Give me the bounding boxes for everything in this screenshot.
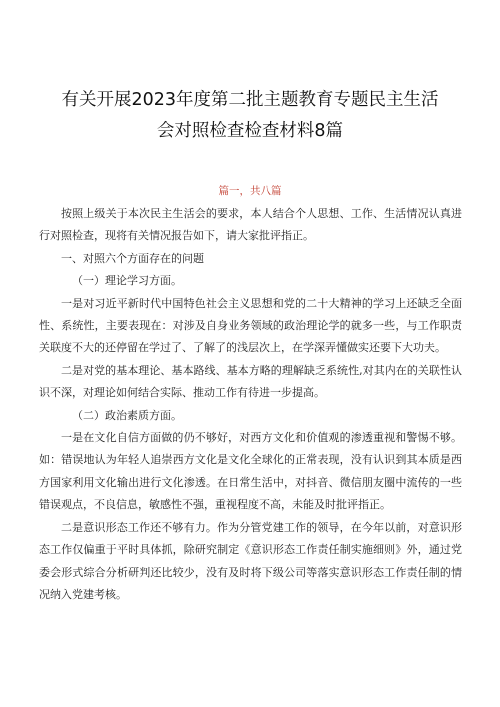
section-heading: 一、对照六个方面存在的问题 <box>61 251 204 265</box>
body-paragraph: 一是对习近平新时代中国特色社会主义思想和党的二十大精神的学习上还缺乏全面性、系统性，主要表现在：对涉及自身业务领域的政治理论学的就多一些，与工作职责关联度不大的还停留在学过了、了解了的浅层次上，在学深弄懂做实还要下大功夫。 <box>39 296 462 355</box>
body-paragraph: 二是对党的基本理论、基本路线、基本方略的理解缺乏系统性,对其内在的关联性认识不深，对理论如何结合实际、推动工作有待进一步提高。 <box>39 363 462 400</box>
subsection-heading: （二）政治素质方面。 <box>72 408 182 422</box>
body-paragraph: 一是在文化自信方面做的仍不够好，对西方文化和价值观的渗透重视和警惕不够。如：错误地认为年轻人追崇西方文化是文化全球化的正常表现，没有认识到其本质是西方国家利用文化输出进行文化渗透。在日常生活中，对抖音、微信朋友圈中流传的一些错误观点，不良信息，敏感性不强，重视程度不高，未能及时批评指正。 <box>39 431 462 512</box>
document-body <box>39 203 462 606</box>
body-paragraph: 二是意识形态工作还不够有力。作为分管党建工作的领导，在今年以前，对意识形态工作仅偏重于平时具体抓，除研究制定《意识形态工作责任制实施细则》外，通过党委会形式综合分析研判还比较少，没有及时将下级公司等落实意识形态工作责任制的情况纳入党建考核。 <box>39 520 462 601</box>
subsection-heading: （一）理论学习方面。 <box>72 274 182 288</box>
document-title-line2: 会对照检查检查材料8篇 <box>156 121 344 141</box>
document-subtitle: 篇一，共八篇 <box>218 185 282 197</box>
document-title-line1: 有关开展2023年度第二批主题教育专题民主生活 <box>61 90 439 110</box>
intro-paragraph: 按照上级关于本次民主生活会的要求，本人结合个人思想、工作、生活情况认真进行对照检查，现将有关情况报告如下，请大家批评指正。 <box>39 207 462 243</box>
